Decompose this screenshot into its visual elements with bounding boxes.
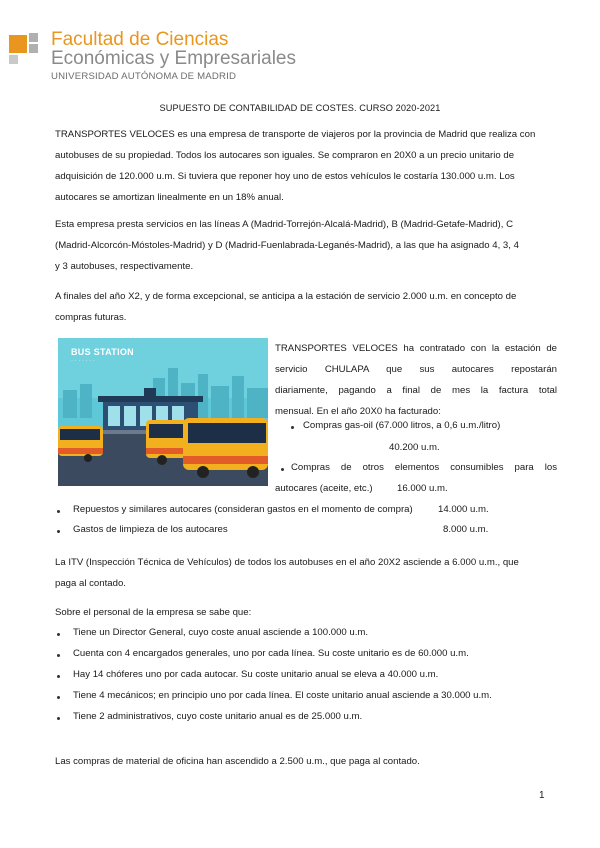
paragraph-line: diariamente, pagando a final de mes la factura total	[275, 385, 557, 396]
bullet-dot	[57, 633, 60, 636]
paragraph-line: (Madrid-Alcorcón-Móstoles-Madrid) y D (Madrid-Fuenlabrada-Leganés-Madrid), a las que ha asignado 4, 3, 4	[55, 240, 519, 251]
bullet-consumables-line1: Compras de otros elementos consumibles para los	[291, 462, 557, 473]
bus-station-illustration	[58, 338, 268, 486]
amount-spare-parts: 14.000 u.m.	[438, 504, 489, 515]
paragraph-chulapa	[275, 338, 557, 422]
list-item: Tiene 4 mecánicos; en principio uno por cada línea. El coste unitario anual asciende a 30.000 u.m.	[73, 690, 492, 701]
document-title: SUPUESTO DE CONTABILIDAD DE COSTES. CURSO 2020-2021	[159, 103, 441, 113]
bus-station-sign: BUS STATION	[71, 347, 134, 357]
paragraph-line: A finales del año X2, y de forma excepcional, se anticipa a la estación de servicio 2.000 u.m. en concepto de	[55, 291, 517, 302]
paragraph-itv	[55, 552, 555, 594]
amount-gasoil: 40.200 u.m.	[389, 442, 440, 453]
bullet-gasoil: Compras gas-oil (67.000 litros, a 0,6 u.m./litro)	[303, 420, 501, 431]
logo-line1: Facultad de Ciencias	[51, 29, 229, 50]
paragraph-line: mensual. En el año 20X0 ha facturado:	[275, 406, 441, 417]
amount-cleaning: 8.000 u.m.	[443, 524, 489, 535]
paragraph-staff-intro: Sobre el personal de la empresa se sabe que:	[55, 607, 252, 618]
amount-consumables: 16.000 u.m.	[397, 483, 448, 494]
paragraph-line: paga al contado.	[55, 578, 126, 589]
bullet-dot	[57, 696, 60, 699]
paragraph-line: y 3 autobuses, respectivamente.	[55, 261, 194, 272]
paragraph-company	[55, 124, 555, 208]
bullet-dot	[57, 654, 60, 657]
logo-square-orange	[9, 35, 27, 53]
list-item: Tiene un Director General, cuyo coste anual asciende a 100.000 u.m.	[73, 627, 369, 638]
logo-square-gray-top	[29, 33, 38, 42]
paragraph-line: compras futuras.	[55, 312, 127, 323]
paragraph-line: La ITV (Inspección Técnica de Vehículos) de todos los autobuses en el año 20X2 asciende a 6.000 u.m., que	[55, 557, 519, 568]
list-item: Hay 14 chóferes uno por cada autocar. Su coste unitario anual se eleva a 40.000 u.m.	[73, 669, 439, 680]
paragraph-lines	[55, 214, 555, 277]
paragraph-line: servicio CHULAPA que sus autocares repostarán	[275, 364, 557, 375]
bullet-cleaning: Gastos de limpieza de los autocares	[73, 524, 228, 535]
bullet-dot	[57, 675, 60, 678]
paragraph-office-supplies: Las compras de material de oficina han ascendido a 2.500 u.m., que paga al contado.	[55, 756, 420, 767]
bullet-dot	[57, 530, 60, 533]
bullet-dot	[57, 510, 60, 513]
logo-square-gray-small	[9, 55, 18, 64]
paragraph-advance	[55, 286, 555, 328]
paragraph-line: autocares se amortizan linealmente en un 18% anual.	[55, 192, 284, 203]
paragraph-line: TRANSPORTES VELOCES ha contratado con la estación de	[275, 343, 557, 354]
list-item: Cuenta con 4 encargados generales, uno por cada línea. Su coste unitario es de 60.000 u.m.	[73, 648, 469, 659]
bullet-consumables-line2: autocares (aceite, etc.)	[275, 483, 373, 494]
logo-line2: Económicas y Empresariales	[51, 48, 296, 69]
logo-square-gray-bottom	[29, 44, 38, 53]
bullet-dot	[291, 426, 294, 429]
bullet-dot	[281, 468, 284, 471]
logo-line3: UNIVERSIDAD AUTÓNOMA DE MADRID	[51, 71, 237, 82]
paragraph-line: autobuses de su propiedad. Todos los autocares son iguales. Se compraron en 20X0 a un precio unitario de	[55, 150, 515, 161]
bus-station-subsign: · · · · · · ·	[71, 358, 95, 364]
paragraph-line: adquisición de 120.000 u.m. Si tuviera que reponer hoy uno de estos vehículos le costaría 130.000 u.m. Los	[55, 171, 515, 182]
paragraph-line: Esta empresa presta servicios en las líneas A (Madrid-Torrejón-Alcalá-Madrid), B (Madrid-Getafe-Madrid), C	[55, 219, 513, 230]
bullet-dot	[57, 717, 60, 720]
list-item: Tiene 2 administrativos, cuyo coste unitario anual es de 25.000 u.m.	[73, 711, 363, 722]
page-number: 1	[539, 790, 545, 801]
bullet-spare-parts: Repuestos y similares autocares (consideran gastos en el momento de compra)	[73, 504, 413, 515]
paragraph-line: TRANSPORTES VELOCES es una empresa de transporte de viajeros por la provincia de Madrid que realiza con	[55, 129, 536, 140]
